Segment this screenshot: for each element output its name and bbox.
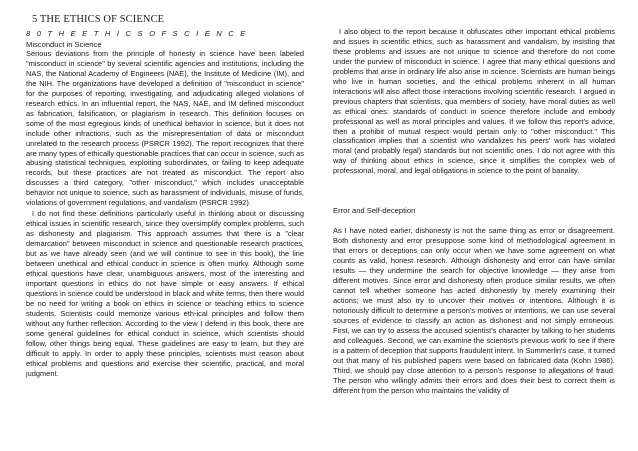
running-head: 8 0 T H E E T H I C S O F S C I E N C E [26,29,248,38]
left-page [26,14,304,378]
section-heading: Misconduct in Science [26,40,102,49]
section-heading-error: Error and Self-deception [333,206,416,216]
chapter-title: 5 THE ETHICS OF SCIENCE [32,14,165,25]
paragraph-error-self-deception: As I have noted earlier, dishonesty is not the same thing as error or disagreement. Both dishonesty and error presuppose some kind of methodological agreement in that errors or deceptions can only occur when we have some agreement on what counts as valid, honest research. Although dishonesty and error can have similar results — they undermine the search for objective knowledge — they arise from different motives. Since error and dishonesty often produce similar results, we often cannot tell whether someone has acted dishonestly by merely examining their actions; we must also try to uncover their motives or intentions. Although it is notoriously difficult to determine a person's motives or intentions, we can use several sources of evidence to classify an action as dishonest and not simply erroneous. First, we can try to assess the accused scientist's character by talking to her students and colleagues. Second, we can examine the scientist's previous work to see if there is a pattern of deception that supports fraudulent intent. In Summerlin's case, it turned out that many of his published papers were based on fabricated data (Kohn 1986). Third, we should pay close attention to a person's response to allegations of fraud. The person who willingly admits their errors and does their best to correct them is different from the person who maintains the validity of [333,226,615,395]
paragraph-misconduct-definitions: Serious deviations from the principle of honesty in science have been labeled "misconduct in science" by several scientific agencies and institutions, including the NAS, the National Academy of Engineers (NAE), the Institute of Medicine (IM), and the NIH. The organizations have developed a definition of "misconduct in science" for the purposes of reporting, investigating, and adjudicating alleged violations of research ethics. In an influential report, the NAS, NAE, and IM defined misconduct as fabrication, falsification, or plagiarism in research. This definition focuses on some of the most egregious kinds of unethical behavior in science, but it does not include other infractions, such as the misrepresentation of data or misconduct unrelated to the research process (PSRCR 1992). The report recognizes that there are many types of ethically questionable practices that can occur in science, such as abusing statistical techniques, exploiting subordinates, or failing to keep adequate records, but these practices are not treated as misconduct. The report also discusses a third category, "other misconduct," which includes unacceptable behavior not unique to science, such as harassment of individuals, misuse of funds, violations of government regulations, and vandalism (PSRCR 1992). [26,49,304,208]
paragraph-definitions-critique: I do not find these definitions particularly useful in thinking about or discussing ethical issues in scientific research, since they oversimplify complex problems, such as dishonesty and plagiarism. This approach assumes that there is a "clear demarcation" between misconduct in science and questionable research practices, but as we have already seen (and we will continue to see in this book), the line between unethical and ethical conduct in science is often murky. Although some ethical questions have clear, unambiguous answers, most of the interesting and important questions in ethics do not have simple or easy answers. If ethical questions in science could be understood in black and white terms, then there would be no need for writing a book on ethics in science or teaching ethics to science students. Scientists could memorize various eth-ical principles and follow them without any further reflection. According to the view I defend in this book, there are some general guidelines for ethical conduct in science, which scientists should follow, other things being equal. These guidelines are easy to learn, but they are difficult to apply. In order to apply these principles, scientists must reason about ethical problems and questions and exercise their scientific, practical, and moral judgment. [26,209,304,378]
paragraph-report-objection: I also object to the report because it obfuscates other important ethical problems and issues in scientific ethics, such as harassment and vandalism, by insisting that these problems and issues are not unique to science and therefore do not come under the purview of misconduct in science. I agree that many ethical questions and problems that arise in ordinary life also arise in science. Scientists are human beings who live in human societies, and the ethical problems inherent in all human interactions will also affect those interactions involving scientific research. I argued in previous chapters that scientists, qua members of society, have moral duties as well as ethical ones: standards of conduct in science therefore include and embody professional as well as moral principles and values. If we follow this report's advice, then a prohibit of mutual respect would pertain only to "other misconduct." This classification implies that a scientist who vandalizes his peers' work has violated moral (and probably legal) standards but not scientific ones. I do not agree with this way of thinking about ethics in science, since it simplifies the complex web of professional, moral, and legal obligations in science to the point of banality. [333,27,615,176]
right-page [333,27,615,396]
